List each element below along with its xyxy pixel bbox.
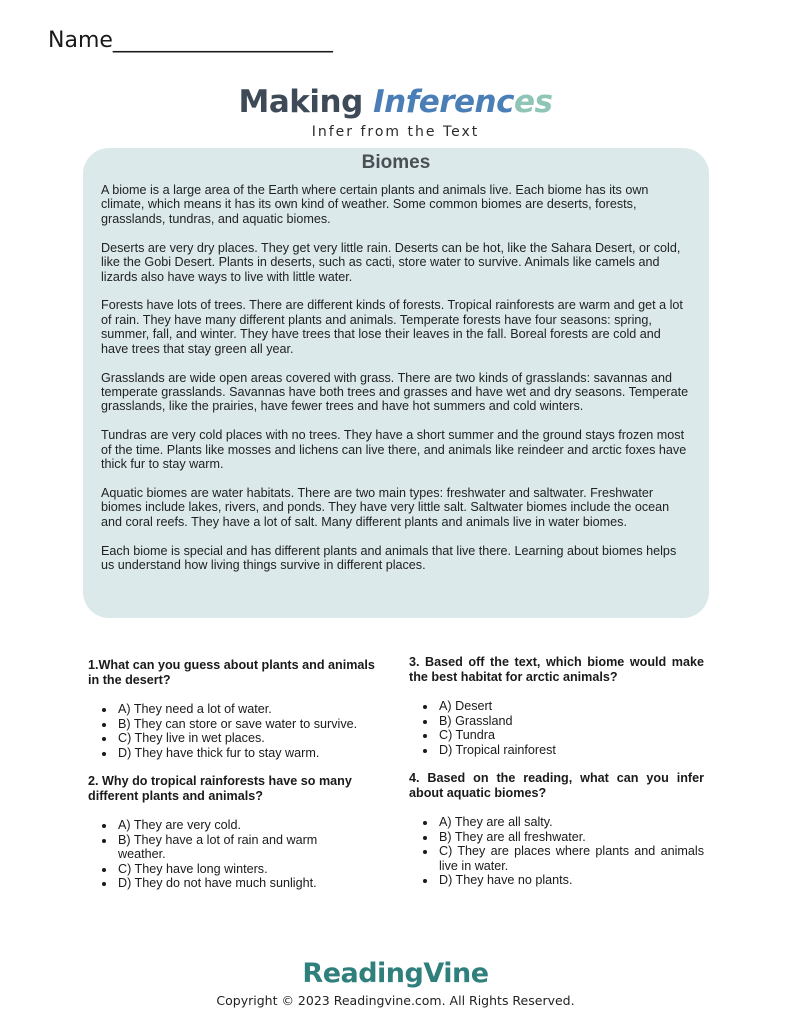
option-item[interactable]: • D) They do not have much sunlight.: [116, 876, 366, 891]
option-item[interactable]: • A) They need a lot of water.: [116, 702, 380, 717]
option-item[interactable]: • B) Grassland: [437, 714, 704, 729]
title-word-inferences: Inferenc: [373, 84, 514, 120]
option-item[interactable]: • C) They live in wet places.: [116, 731, 380, 746]
question-4: [409, 771, 704, 888]
worksheet-title: [0, 84, 791, 120]
question-2-text: 2. Why do tropical rainforests have so many different plants and animals?: [88, 774, 352, 803]
passage-paragraph: Forests have lots of trees. There are different kinds of forests. Tropical rainforests are warm and get a lot of rain. They have many different plants and animals. Temperate forests have four seasons: spring, summer, fall, and winter. They have trees that lose their leaves in the fall. Boreal forests are cold and have trees that stay green all year.: [101, 298, 683, 356]
option-item[interactable]: • C) Tundra: [437, 728, 704, 743]
question-4-options: [409, 815, 704, 888]
title-word-making: Making: [238, 84, 363, 120]
name-label: Name: [48, 28, 113, 53]
passage-paragraph: Grasslands are wide open areas covered with grass. There are two kinds of grasslands: savannas and temperate grasslands. Savannas have both trees and grasses and have wet and dry seasons. Temperate grasslands, like the prairies, have fewer trees and have hot summers and cold winters.: [101, 370, 689, 414]
option-item[interactable]: • B) They are all freshwater.: [437, 830, 704, 845]
question-1-text: 1.What can you guess about plants and animals in the desert?: [88, 658, 375, 687]
passage-paragraph: Aquatic biomes are water habitats. There are two main types: freshwater and saltwater. Freshwater biomes include lakes, rivers, and ponds. They have very little salt. Saltwater biomes include the ocean and coral reefs. They have a lot of salt. Many different plants and animals live in water biomes.: [101, 486, 670, 529]
readingvine-logo: ReadingVine: [302, 958, 489, 989]
name-field[interactable]: [48, 28, 333, 53]
question-4-text: 4. Based on the reading, what can you infer about aquatic biomes?: [409, 771, 704, 800]
question-3: [409, 655, 704, 757]
option-item[interactable]: • C) They have long winters.: [116, 862, 366, 877]
reading-passage-panel: [83, 148, 709, 618]
option-item[interactable]: • A) They are very cold.: [116, 818, 366, 833]
worksheet-subtitle: Infer from the Text: [311, 124, 480, 140]
option-item[interactable]: • D) They have thick fur to stay warm.: [116, 746, 380, 761]
option-item[interactable]: • B) They can store or save water to survive.: [116, 717, 380, 732]
question-1: [88, 658, 380, 760]
question-3-text: 3. Based off the text, which biome would make the best habitat for arctic animals?: [409, 655, 704, 684]
passage-paragraph: Tundras are very cold places with no trees. They have a short summer and the ground stays frozen most of the time. Plants like mosses and lichens can live there, and animals like reindeer and arctic foxes have thick fur to stay warm.: [101, 428, 687, 472]
name-blank[interactable]: ____________________: [112, 28, 333, 53]
question-2: [88, 774, 398, 891]
option-item[interactable]: • D) They have no plants.: [437, 873, 704, 888]
option-item[interactable]: • D) Tropical rainforest: [437, 743, 704, 758]
copyright-notice: Copyright © 2023 Readingvine.com. All Rights Reserved.: [216, 993, 575, 1008]
title-word-inferences-faded: es: [513, 84, 553, 120]
option-item[interactable]: • C) They are places where plants and animals live in water.: [437, 844, 704, 873]
passage-paragraph: A biome is a large area of the Earth where certain plants and animals live. Each biome has its own climate, which means it has its own kind of weather. Some common biomes are deserts, forests, grasslands, tundras, and aquatic biomes.: [101, 183, 649, 226]
question-1-options: [88, 702, 380, 760]
question-2-options: [88, 818, 366, 891]
passage-paragraph: Deserts are very dry places. They get very little rain. Deserts can be hot, like the Sahara Desert, or cold, like the Gobi Desert. Plants in deserts, such as cacti, store water to survive. Animals like camels and lizards also have ways to live with little water.: [101, 240, 681, 284]
option-item[interactable]: • B) They have a lot of rain and warm weather.: [116, 833, 366, 862]
passage-paragraph: Each biome is special and has different plants and animals that live there. Learning about biomes helps us understand how living things survive in different places.: [101, 543, 677, 573]
question-3-options: [409, 699, 704, 757]
option-item[interactable]: • A) Desert: [437, 699, 704, 714]
passage-title: Biomes: [361, 152, 431, 173]
option-item[interactable]: • A) They are all salty.: [437, 815, 704, 830]
